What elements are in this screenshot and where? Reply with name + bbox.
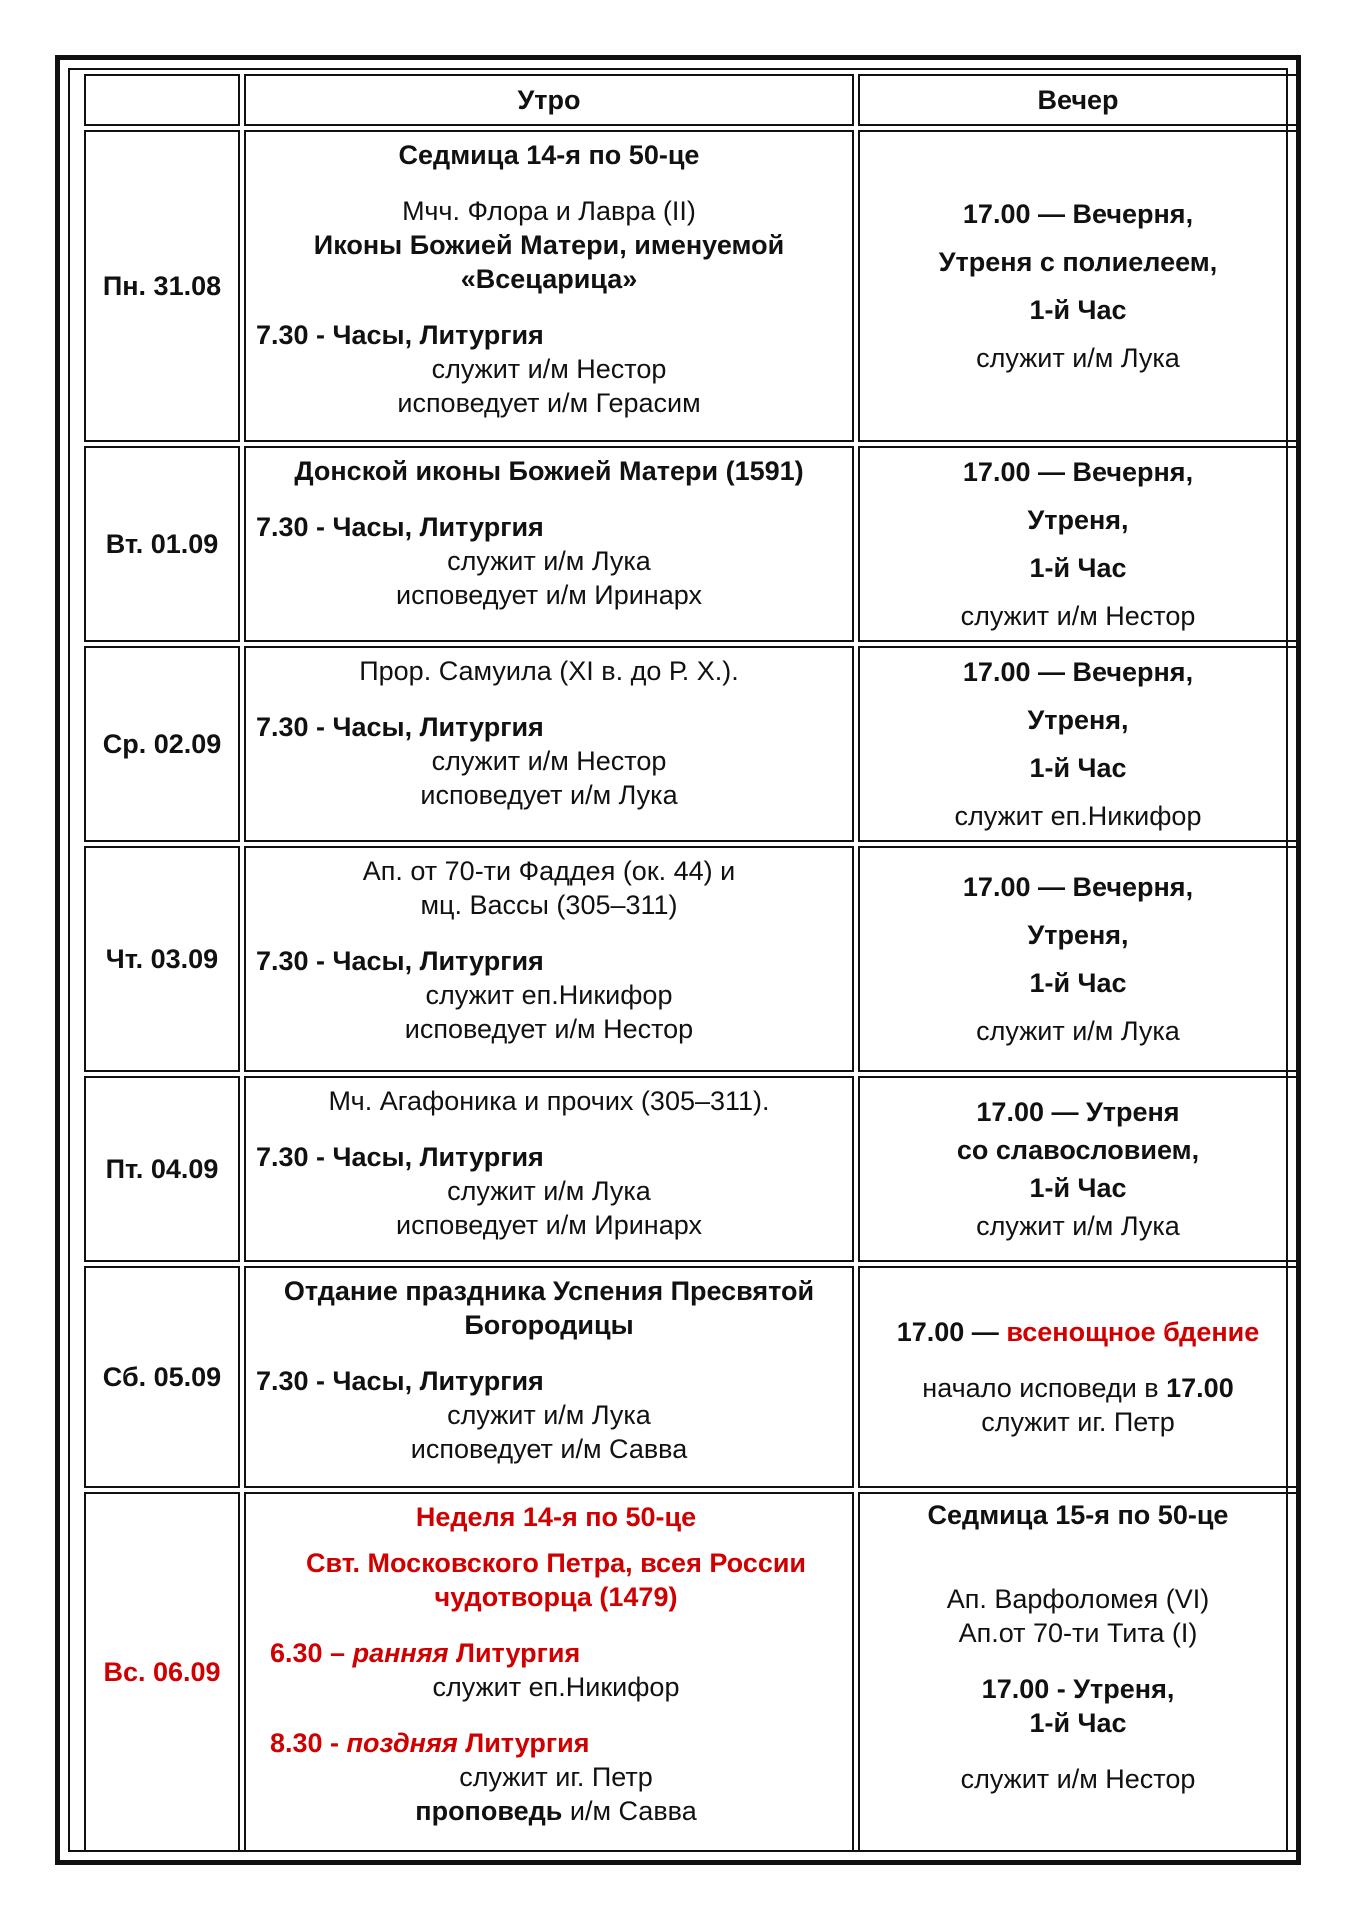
confessor-line: исповедует и/м Лука <box>420 780 678 810</box>
morning-cell <box>244 646 854 842</box>
service-line: 7.30 - Часы, Литургия <box>256 320 544 350</box>
day-cell: Вс. 06.09 <box>84 1492 240 1852</box>
evening-line: 17.00 — Утреня <box>976 1097 1180 1127</box>
early-time: 6.30 – <box>270 1638 353 1668</box>
celebrant-line: служит иг. Петр <box>459 1762 653 1792</box>
sermon-by: и/м Савва <box>562 1796 697 1826</box>
day-cell: Чт. 03.09 <box>84 846 240 1072</box>
early-service-line <box>270 1636 842 1670</box>
evening-cell <box>858 1076 1298 1262</box>
saint-line: Прор. Самуила (XI в. до Р. Х.). <box>359 656 739 686</box>
celebrant-line: служит еп.Никифор <box>425 980 673 1010</box>
header-row <box>84 74 1298 126</box>
evening-line: 17.00 — Вечерня, <box>962 199 1194 229</box>
evening-cell <box>858 646 1298 842</box>
sermon-line <box>270 1794 842 1828</box>
day-cell: Пт. 04.09 <box>84 1076 240 1262</box>
evening-cell <box>858 446 1298 642</box>
saint-line: Мчч. Флора и Лавра (II) <box>402 196 696 226</box>
feast-title: Отдание праздника Успения Пресвятой Богородицы <box>283 1276 815 1340</box>
morning-cell <box>244 1266 854 1488</box>
celebrant-line: служит и/м Нестор <box>431 746 667 776</box>
celebrant-line: служит еп.Никифор <box>432 1672 680 1702</box>
evening-celebrant: служит и/м Лука <box>976 1016 1180 1046</box>
evening-celebrant: служит иг. Петр <box>981 1407 1175 1437</box>
morning-cell <box>244 130 854 442</box>
feast-title: Свт. Московского Петра, всея России чудотворца (1479) <box>305 1548 807 1612</box>
morning-cell <box>244 846 854 1072</box>
table-row <box>84 646 1298 842</box>
morning-cell <box>244 446 854 642</box>
feast-title: Иконы Божией Матери, именуемой «Всецарица» <box>313 230 785 294</box>
evening-line: 1-й Час <box>1029 553 1127 583</box>
evening-line: 1-й Час <box>1029 968 1127 998</box>
early-service: Литургия <box>448 1638 581 1668</box>
confessor-line: исповедует и/м Иринарх <box>396 1210 702 1240</box>
confessor-line: исповедует и/м Нестор <box>404 1014 694 1044</box>
evening-line: 1-й Час <box>1029 1708 1127 1738</box>
vigil-time: 17.00 — <box>896 1317 1007 1347</box>
confession-prefix: начало исповеди в <box>922 1373 1167 1403</box>
service-line: 7.30 - Часы, Литургия <box>256 512 544 542</box>
celebrant-line: служит и/м Лука <box>447 1176 651 1206</box>
late-service-line <box>270 1726 842 1760</box>
header-evening: Вечер <box>858 74 1298 126</box>
evening-celebrant: служит и/м Нестор <box>960 1764 1196 1794</box>
late-word: поздняя <box>346 1728 458 1758</box>
evening-line: 17.00 — Вечерня, <box>962 657 1194 687</box>
evening-line: 17.00 — Вечерня, <box>962 872 1194 902</box>
service-line: 7.30 - Часы, Литургия <box>256 712 544 742</box>
evening-line: 1-й Час <box>1029 1173 1127 1203</box>
service-line: 7.30 - Часы, Литургия <box>256 946 544 976</box>
schedule-table <box>80 70 1302 1856</box>
early-word: ранняя <box>352 1638 449 1668</box>
late-time: 8.30 - <box>270 1728 347 1758</box>
confessor-line: исповедует и/м Савва <box>410 1434 688 1464</box>
saint-line: Ап.от 70-ти Тита (I) <box>958 1618 1198 1648</box>
evening-celebrant: служит и/м Нестор <box>960 601 1196 631</box>
vigil-line <box>860 1315 1296 1349</box>
evening-line: 1-й Час <box>1029 295 1127 325</box>
feast-title: Донской иконы Божией Матери (1591) <box>294 456 804 486</box>
evening-line: Утреня, <box>1027 505 1129 535</box>
evening-line: Утреня, <box>1027 920 1129 950</box>
confession-line <box>860 1371 1296 1405</box>
week-title: Седмица 14-я по 50-це <box>398 140 700 170</box>
service-line: 7.30 - Часы, Литургия <box>256 1142 544 1172</box>
week-title: Седмица 15-я по 50-це <box>927 1500 1229 1530</box>
day-cell: Сб. 05.09 <box>84 1266 240 1488</box>
confessor-line: исповедует и/м Герасим <box>397 388 701 418</box>
saint-line: Мч. Агафоника и прочих (305–311). <box>328 1086 770 1116</box>
saint-line: Ап. Варфоломея (VI) <box>946 1584 1210 1614</box>
celebrant-line: служит и/м Лука <box>447 1400 651 1430</box>
day-cell: Вт. 01.09 <box>84 446 240 642</box>
morning-cell <box>244 1076 854 1262</box>
header-morning: Утро <box>244 74 854 126</box>
vigil-label: всенощное бдение <box>1006 1317 1260 1347</box>
late-service: Литургия <box>457 1728 590 1758</box>
table-row <box>84 130 1298 442</box>
evening-line: со славословием, <box>956 1135 1200 1165</box>
morning-cell <box>244 1492 854 1852</box>
evening-cell <box>858 1266 1298 1488</box>
saint-line: мц. Вассы (305–311) <box>420 890 678 920</box>
week-title: Неделя 14-я по 50-це <box>415 1502 697 1532</box>
evening-cell <box>858 1492 1298 1852</box>
celebrant-line: служит и/м Нестор <box>431 354 667 384</box>
confession-time: 17.00 <box>1166 1373 1234 1403</box>
confessor-line: исповедует и/м Иринарх <box>396 580 702 610</box>
service-line: 7.30 - Часы, Литургия <box>256 1366 544 1396</box>
table-row <box>84 1266 1298 1488</box>
evening-cell <box>858 130 1298 442</box>
table-row <box>84 446 1298 642</box>
table-row <box>84 1492 1298 1852</box>
header-empty-cell <box>84 74 240 126</box>
table-row <box>84 1076 1298 1262</box>
evening-line: 1-й Час <box>1029 753 1127 783</box>
evening-line: Утреня с полиелеем, <box>938 247 1218 277</box>
day-cell: Ср. 02.09 <box>84 646 240 842</box>
saint-line: Ап. от 70-ти Фаддея (ок. 44) и <box>362 856 736 886</box>
evening-celebrant: служит и/м Лука <box>976 343 1180 373</box>
evening-line: Утреня, <box>1027 705 1129 735</box>
evening-celebrant: служит еп.Никифор <box>954 801 1202 831</box>
evening-celebrant: служит и/м Лука <box>976 1211 1180 1241</box>
day-cell: Пн. 31.08 <box>84 130 240 442</box>
evening-line: 17.00 - Утреня, <box>981 1674 1175 1704</box>
sermon-word: проповедь <box>415 1796 563 1826</box>
evening-cell <box>858 846 1298 1072</box>
celebrant-line: служит и/м Лука <box>447 546 651 576</box>
evening-line: 17.00 — Вечерня, <box>962 457 1194 487</box>
table-row <box>84 846 1298 1072</box>
